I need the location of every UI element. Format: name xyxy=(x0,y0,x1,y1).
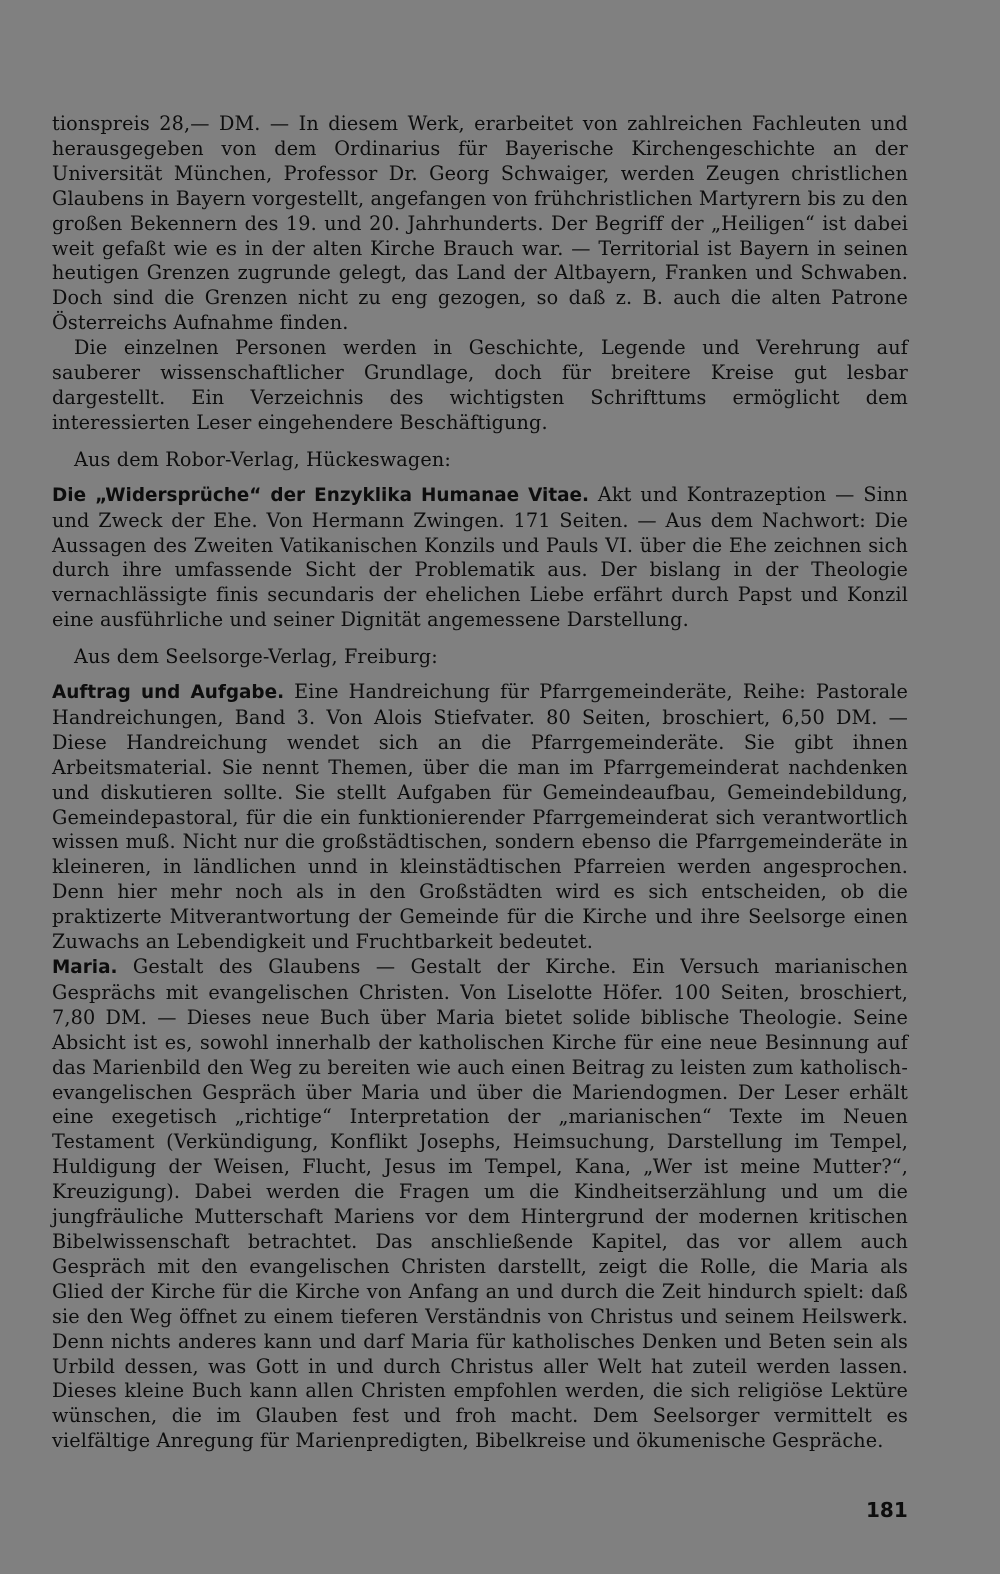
publisher-heading-seelsorge: Aus dem Seelsorge-Verlag, Freiburg: xyxy=(74,645,438,669)
page-number: 181 xyxy=(866,1498,908,1522)
book-title-maria: Maria. xyxy=(52,957,118,978)
review-maria xyxy=(52,955,908,1454)
schwaiger-review-paragraph: Die einzelnen Personen werden in Geschichte, Legende und Verehrung auf sauberer wissenschaftlicher Grundlage, doch für breitere Kreise gut lesbar dargestellt. Ein Verzeichnis des wichtigsten Schrifttums ermöglicht dem interessierten Leser eingehendere Beschäftigung. xyxy=(52,336,908,434)
book-title-auftrag: Auftrag und Aufgabe. xyxy=(52,682,285,704)
review-auftrag-und-aufgabe xyxy=(52,680,908,955)
publisher-heading-robor: Aus dem Robor-Verlag, Hückeswagen: xyxy=(74,447,451,471)
review-humanae-vitae xyxy=(52,483,908,633)
review-column xyxy=(52,112,908,1454)
review-text-maria: Gestalt des Glaubens — Gestalt der Kirche. Ein Versuch marianischen Gesprächs mit evangelischen Christen. Von Liselotte Höfer. 100 Seiten, broschiert, 7,80 DM. — Dieses neue Buch über Maria bietet solide biblische Theologie. Seine Absicht ist es, sowohl innerhalb der katholischen Kirche für eine neue Besinnung auf das Marienbild den Weg zu bereiten wie auch einen Beitrag zu leisten zum katholisch-evangelischen Gespräch über Maria und über die Mariendogmen. Der Leser erhält eine exegetisch „richtige“ Interpretation der „marianischen“ Texte im Neuen Testament (Verkündigung, Konflikt Josephs, Heimsuchung, Darstellung im Tempel, Huldigung der Weisen, Flucht, Jesus im Tempel, Kana, „Wer ist meine Mutter?“, Kreuzigung). Dabei werden die Fragen um die Kindheitserzählung und um die jungfräuliche Mutterschaft Mariens vor dem Hintergrund der modernen kritischen Bibelwissenschaft betrachtet. Das anschließende Kapitel, das vor allem auch Gespräch mit den evangelischen Christen darstellt, zeigt die Rolle, die Maria als Glied der Kirche für die Kirche von Anfang an und durch die Zeit hindurch spielt: daß sie den Weg öffnet zu einem tieferen Verständnis von Christus und seinem Heilswerk. Denn nichts anderes kann und darf Maria für katholisches Denken und Beten sein als Urbild dessen, was Gott in und durch Christus aller Welt hat zuteil werden lassen. Dieses kleine Buch kann allen Christen empfohlen werden, die sich religiöse Lektüre wünschen, die im Glauben fest und froh macht. Dem Seelsorger vermittelt es vielfältige Anregung für Marienpredigten, Bibelkreise und ökumenische Gespräche. xyxy=(52,955,908,1453)
review-text-humanae-vitae: Akt und Kontrazeption — Sinn und Zweck der Ehe. Von Hermann Zwingen. 171 Seiten. — Aus dem Nachwort: Die Aussagen des Zweiten Vatikanischen Konzils und Pauls VI. über die Ehe zeichnen sich durch ihre umfassende Sicht der Problematik aus. Der bislang in der Theologie vernachlässigte finis secundaris der ehelichen Liebe erfährt durch Papst und Konzil eine ausführliche und seiner Dignität angemessene Darstellung. xyxy=(52,482,908,632)
book-title-humanae-vitae: Die „Widersprüche“ der Enzyklika Humanae Vitae. xyxy=(52,484,589,506)
schwaiger-review-continuation: tionspreis 28,— DM. — In diesem Werk, erarbeitet von zahlreichen Fachleuten und herausgegeben von dem Ordinarius für Bayerische Kirchengeschichte an der Universität München, Professor Dr. Georg Schwaiger, werden Zeugen christlichen Glaubens in Bayern vorgestellt, angefangen von frühchristlichen Martyrern bis zu den großen Bekennern des 19. und 20. Jahrhunderts. Der Begriff der „Heiligen“ ist dabei weit gefaßt wie es in der alten Kirche Brauch war. — Territorial ist Bayern in seinen heutigen Grenzen zugrunde gelegt, das Land der Altbayern, Franken und Schwaben. Doch sind die Grenzen nicht zu eng gezogen, so daß z. B. auch die alten Patrone Österreichs Aufnahme finden. xyxy=(52,112,908,335)
review-text-auftrag: Eine Handreichung für Pfarrgemeinderäte, Reihe: Pastorale Handreichungen, Band 3. Von Alois Stiefvater. 80 Seiten, broschiert, 6,50 DM. — Diese Handreichung wendet sich an die Pfarrgemeinderäte. Sie gibt ihnen Arbeitsmaterial. Sie nennt Themen, über die man im Pfarrgemeinderat nachdenken und diskutieren sollte. Sie stellt Aufgaben für Gemeindeaufbau, Gemeindebildung, Gemeindepastoral, für die ein funktionierender Pfarrgemeinderat sich verantwortlich wissen muß. Nicht nur die großstädtischen, sondern ebenso die Pfarrgemeinderäte in kleineren, in ländlichen unnd in kleinstädtischen Pfarreien werden angesprochen. Denn hier mehr noch als in den Großstädten wird es sich entscheiden, ob die praktizerte Mitverantwortung der Gemeinde für die Kirche und ihre Seelsorge einen Zuwachs an Lebendigkeit und Fruchtbarkeit bedeutet. xyxy=(52,680,908,954)
